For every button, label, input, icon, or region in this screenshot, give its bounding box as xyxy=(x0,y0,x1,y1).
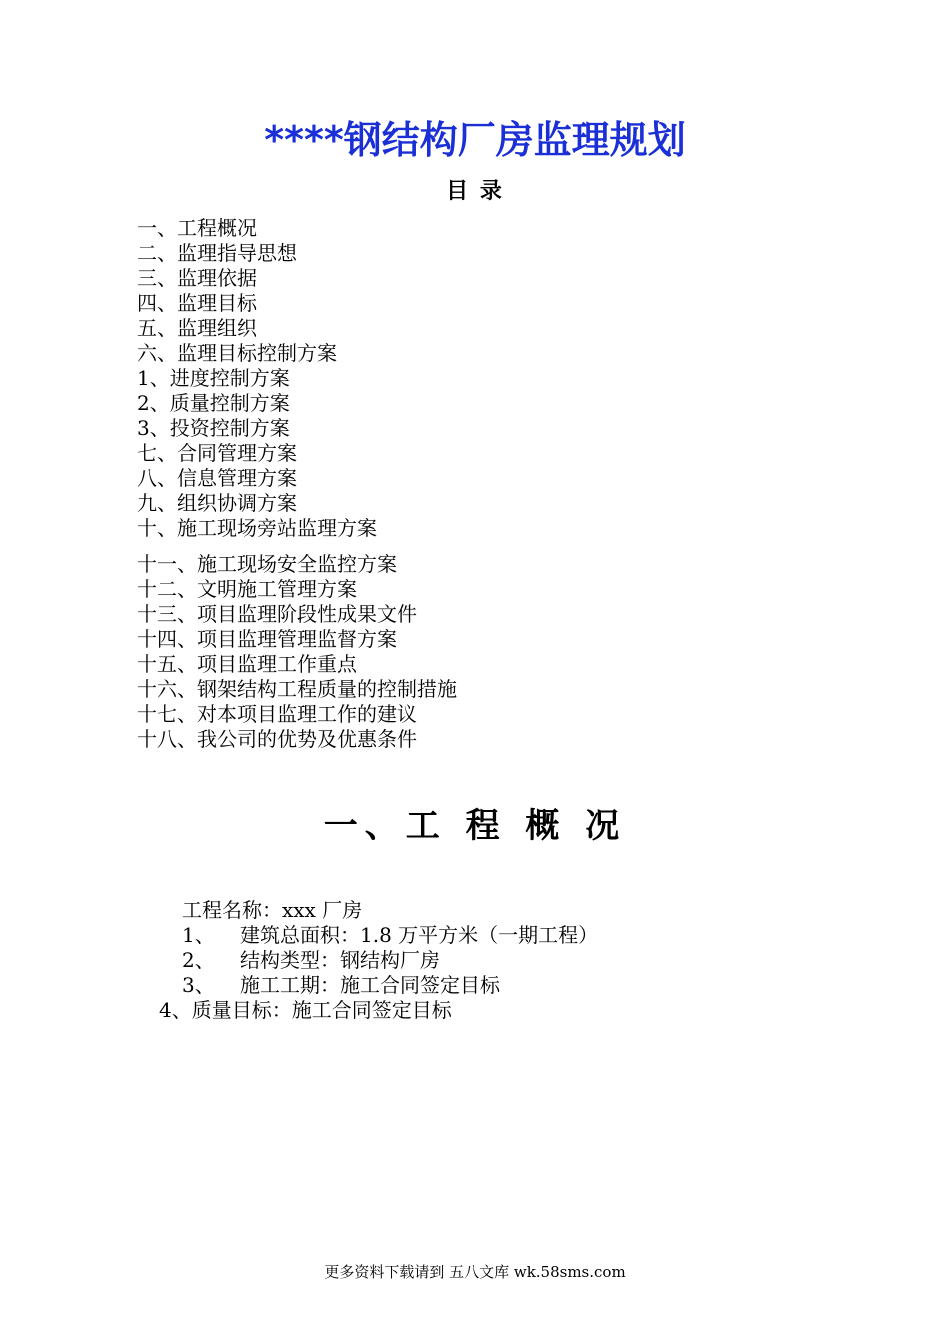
item-text: 施工工期：施工合同签定目标 xyxy=(240,973,500,997)
toc-item: 3、投资控制方案 xyxy=(137,416,290,440)
toc-item: 八、信息管理方案 xyxy=(137,466,297,490)
table-of-contents xyxy=(137,216,837,752)
item-text: 结构类型：钢结构厂房 xyxy=(240,948,440,972)
section-heading: 一、工 程 概 况 xyxy=(323,806,627,846)
toc-item: 二、监理指导思想 xyxy=(137,241,297,265)
overview-item xyxy=(182,923,598,948)
toc-item: 十一、施工现场安全监控方案 xyxy=(137,552,397,576)
footer-note: 更多资料下载请到 五八文库 wk.58sms.com xyxy=(324,1263,626,1281)
item-number: 3、 xyxy=(182,973,215,997)
item-text: 建筑总面积：1.8 万平方米（一期工程） xyxy=(240,923,599,947)
toc-item: 五、监理组织 xyxy=(137,316,257,340)
quality-target: 4、质量目标：施工合同签定目标 xyxy=(159,998,452,1022)
toc-item: 十四、项目监理管理监督方案 xyxy=(137,627,397,651)
toc-item: 十五、项目监理工作重点 xyxy=(137,652,357,676)
document-title: ****钢结构厂房监理规划 xyxy=(264,118,686,162)
toc-item: 1、进度控制方案 xyxy=(137,366,290,390)
project-name: 工程名称：xxx 厂房 xyxy=(182,898,363,922)
toc-item: 九、组织协调方案 xyxy=(137,491,297,515)
toc-heading: 目 录 xyxy=(446,179,504,204)
toc-item: 七、合同管理方案 xyxy=(137,441,297,465)
toc-item: 四、监理目标 xyxy=(137,291,257,315)
overview-item xyxy=(182,948,440,973)
toc-item: 十三、项目监理阶段性成果文件 xyxy=(137,602,417,626)
toc-item: 十八、我公司的优势及优惠条件 xyxy=(137,727,417,751)
toc-item: 一、工程概况 xyxy=(137,216,257,240)
toc-item: 2、质量控制方案 xyxy=(137,391,290,415)
item-number: 2、 xyxy=(182,948,215,972)
toc-item: 三、监理依据 xyxy=(137,266,257,290)
toc-item: 六、监理目标控制方案 xyxy=(137,341,337,365)
toc-item: 十七、对本项目监理工作的建议 xyxy=(137,702,417,726)
overview-item xyxy=(182,973,500,998)
toc-item: 十六、钢架结构工程质量的控制措施 xyxy=(137,677,457,701)
toc-item: 十二、文明施工管理方案 xyxy=(137,577,357,601)
item-number: 1、 xyxy=(182,923,215,947)
toc-item: 十、施工现场旁站监理方案 xyxy=(137,516,377,540)
